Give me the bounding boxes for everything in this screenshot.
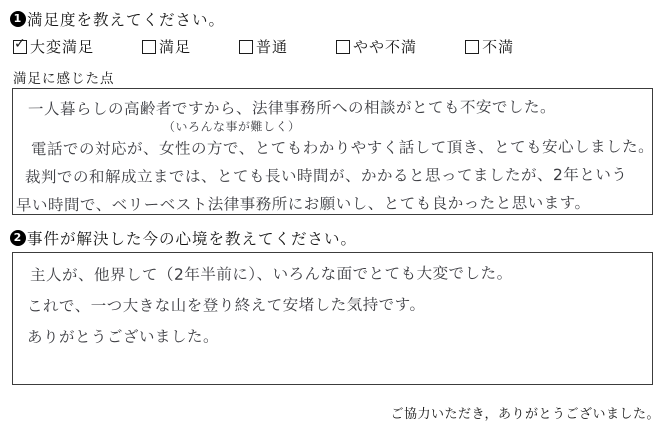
checkbox-satisfied[interactable] xyxy=(142,40,156,54)
handwritten-line: 主人が、他界して（2年半前に）、いろんな面でとても大変でした。 xyxy=(29,264,513,285)
question-1-title xyxy=(10,8,225,30)
option-label: やや不満 xyxy=(353,40,418,56)
option-label: 満足 xyxy=(159,40,192,56)
question-2-title xyxy=(10,227,357,249)
option-very-satisfied[interactable] xyxy=(13,36,94,57)
option-satisfied[interactable] xyxy=(142,36,191,57)
option-label: 不満 xyxy=(482,40,515,56)
handwritten-line: 早い時間で、ベリーベスト法律事務所にお願いし、とても良かったと思います。 xyxy=(15,193,591,215)
check-icon: ✓ xyxy=(14,35,27,52)
checkbox-very-satisfied[interactable] xyxy=(13,35,27,54)
footer-thanks-text: ご協力いただき，ありがとうございました。 xyxy=(390,406,660,421)
question-1-text: 満足度を教えてください。 xyxy=(27,12,226,29)
option-label: 普通 xyxy=(256,40,289,56)
checkbox-dissatisfied[interactable] xyxy=(465,40,479,54)
option-neutral[interactable] xyxy=(239,36,288,57)
question-2-text: 事件が解決した今の心境を教えてください。 xyxy=(27,231,358,248)
option-somewhat-dissatisfied[interactable] xyxy=(336,36,417,57)
option-dissatisfied[interactable] xyxy=(465,36,514,57)
handwritten-line: ありがとうございました。 xyxy=(26,327,220,347)
question-1-bullet-icon: 1 xyxy=(10,11,26,27)
answer-box-current-feelings xyxy=(12,252,653,385)
handwritten-line: 一人暮らしの高齢者ですから、法律事務所への相談がとても不安でした。 xyxy=(27,98,557,119)
checkbox-neutral[interactable] xyxy=(239,40,253,54)
satisfied-points-label: 満足に感じた点 xyxy=(13,71,115,86)
handwritten-line: これで、一つ大きな山を登り終えて安堵した気持です。 xyxy=(26,295,426,316)
question-2-bullet-icon: 2 xyxy=(10,230,26,246)
handwritten-line-note: （いろんな事が難しく） xyxy=(162,119,301,135)
satisfaction-options xyxy=(13,36,514,57)
checkbox-somewhat-dissatisfied[interactable] xyxy=(336,40,350,54)
handwritten-line: 裁判での和解成立までは、とても長い時間が、かかると思ってましたが、2年という xyxy=(24,165,628,187)
handwritten-line: 電話での対応が、女性の方で、とてもわかりやすく話して頂き、とても安心しました。 xyxy=(30,137,655,159)
answer-box-satisfied-points xyxy=(12,88,653,215)
option-label: 大変満足 xyxy=(30,40,95,56)
